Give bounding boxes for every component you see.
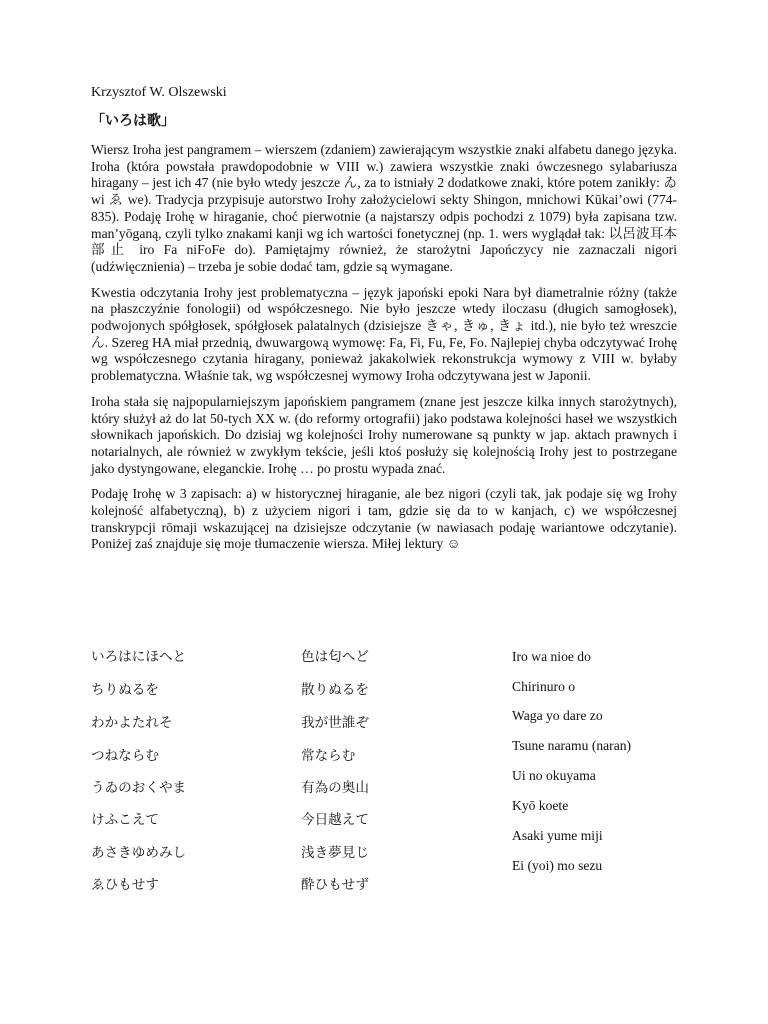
hiragana-line: つねならむ [91, 748, 159, 764]
paragraph-1: Wiersz Iroha jest pangramem – wierszem (zdaniem) zawierającym wszystkie znaki alfabetu danego języka. Iroha (która powstała prawdopodobnie w VIII w.) zawiera wszystkie znaki ówczesnego sylabariusza hiragany – jest ich 47 (nie było wtedy jeszcze ん, za to istniały 2 dodatkowe znaki, które potem zanikły: ゐ wi ゑ we). Tradycja przypisuje autorstwo Irohy założycielowi sekty Shingon, mnichowi Kūkai’owi (774-835). Podaję Irohę w hiraganie, choć pierwotnie (a najstarszy odpis pochodzi z 1079) była zapisana tzw. man’yōganą, czyli tylko znakami kanji wg ich wartości fonetycznej (np. 1. wers wyglądał tak: 以呂波耳本部止 iro Fa niFoFe do). Pamiętajmy również, że starożytni Japończycy nie zaznaczali nigori (udźwięcznienia) – trzeba je sobie dodać tam, gdzie są wymagane. [91, 142, 677, 274]
kanji-line: 今日越えて [301, 812, 369, 828]
romaji-line: Ei (yoi) mo sezu [512, 858, 603, 873]
kanji-line: 有為の奥山 [301, 780, 369, 796]
kanji-line: 色は匂へど [301, 649, 369, 665]
hiragana-line: いろはにほへと [91, 649, 187, 665]
kanji-line: 散りぬるを [301, 682, 369, 698]
kanji-line: 酔ひもせず [301, 877, 369, 893]
hiragana-line: わかよたれそ [91, 715, 173, 731]
romaji-line: Iro wa nioe do [512, 649, 591, 664]
paragraph-4: Podaję Irohę w 3 zapisach: a) w historycznej hiraganie, ale bez nigori (czyli tak, jak podaje się wg Irohy kolejność alfabetyczną), b) z użyciem nigori i tam, gdzie się da to w kanjach, c) we współczesnej transkrypcji rōmaji wskazującej na dzisiejsze odczytanie (w nawiasach podaję wariantowe odczytanie). Poniżej zaś znajduje się moje tłumaczenie wiersza. Miłej lektury ☺ [91, 486, 677, 552]
romaji-line: Chirinuro o [512, 679, 576, 694]
poem-title: 「いろは歌」 [91, 113, 175, 129]
hiragana-line: ちりぬるを [91, 682, 159, 698]
hiragana-line: あさきゆめみし [91, 845, 187, 861]
romaji-line: Kyō koete [512, 798, 569, 813]
hiragana-line: けふこえて [91, 812, 159, 828]
hiragana-line: うゐのおくやま [91, 780, 187, 796]
romaji-line: Tsune naramu (naran) [512, 738, 632, 753]
romaji-line: Ui no okuyama [512, 768, 596, 783]
hiragana-line: ゑひもせす [91, 877, 159, 893]
kanji-line: 浅き夢見じ [301, 845, 369, 861]
kanji-line: 常ならむ [301, 748, 356, 764]
paragraph-3: Iroha stała się najpopularniejszym japońskiem pangramem (znane jest jeszcze kilka innych starożytnych), który służył aż do lat 50-tych XX w. (do reformy ortografii) jako podstawa kolejności haseł we wszystkich słownikach japońskich. Do dzisiaj wg kolejności Irohy numerowane są punkty w jap. aktach prawnych i notarialnych, ale również w zwykłym tekście, jeśli ktoś posłuży się kolejnością Irohy jest to postrzegane jako dystyngowane, eleganckie. Irohę … po prostu wypada znać. [91, 393, 677, 476]
romaji-line: Asaki yume miji [512, 828, 603, 843]
kanji-line: 我が世誰ぞ [301, 715, 369, 731]
author-name: Krzysztof W. Olszewski [91, 85, 227, 100]
paragraph-2: Kwestia odczytania Irohy jest problematyczna – język japoński epoki Nara był diametralnie różny (także na płaszczyźnie fonologii) od współczesnego. Nie było jeszcze wtedy iloczasu (długich samogłosek), podwojonych spółgłosek, spółgłosek palatalnych (dzisiejsze きゃ, きゅ, きょ itd.), nie było też wreszcie ん. Szereg HA miał przednią, dwuwargową wymowę: Fa, Fi, Fu, Fe, Fo. Najlepiej chyba odczytywać Irohę wg współczesnego czytania hiragany, ponieważ jakakolwiek rekonstrukcja wymowy z VIII w. byłaby problematyczna. Właśnie tak, wg współczesnej wymowy Iroha odczytywana jest w Japonii. [91, 284, 677, 384]
romaji-line: Waga yo dare zo [512, 708, 603, 723]
